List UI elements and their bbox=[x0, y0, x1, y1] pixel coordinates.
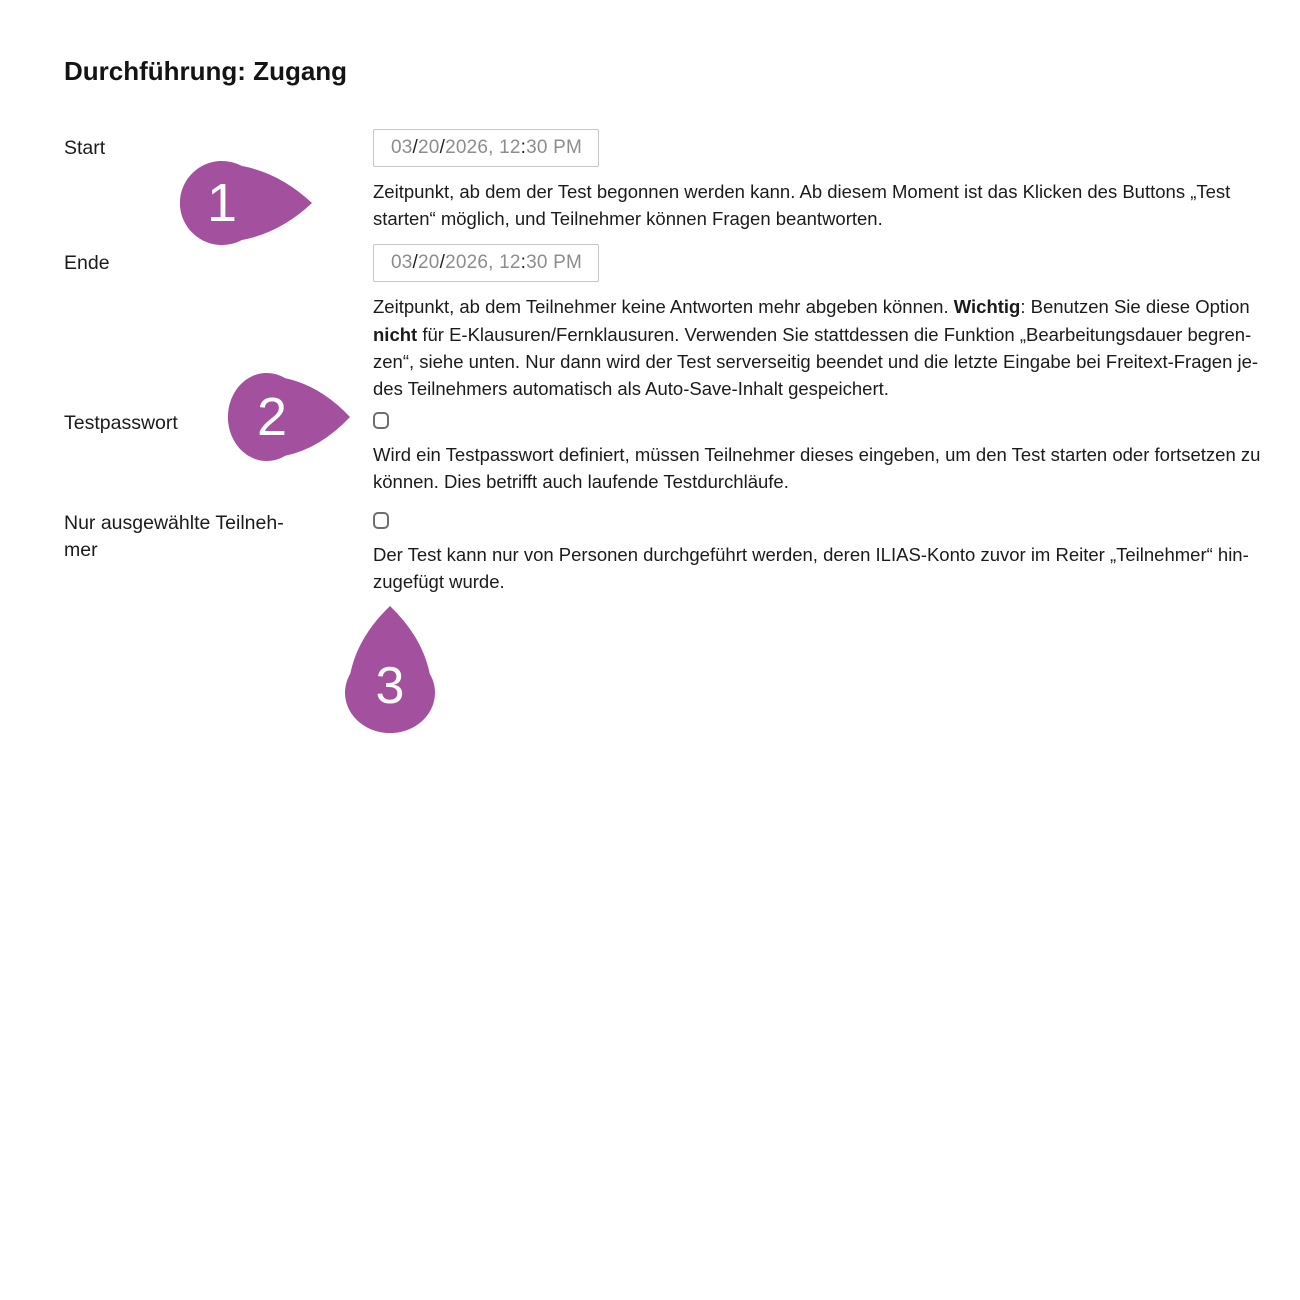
annotation-number: 2 bbox=[256, 387, 288, 447]
settings-page bbox=[0, 0, 1300, 595]
annotation-number: 3 bbox=[375, 657, 405, 715]
page-title: Durchführung: Zugang bbox=[64, 56, 348, 86]
start-label: Start bbox=[64, 137, 106, 159]
start-datetime-input[interactable]: 03 / 20 / 2026, 12 : 30 PM bbox=[373, 129, 599, 167]
testpasswort-control bbox=[373, 410, 1300, 495]
selected-participants-checkbox[interactable] bbox=[373, 512, 389, 529]
teardrop-right-icon bbox=[180, 161, 312, 245]
annotation-number: 1 bbox=[206, 173, 238, 233]
start-control bbox=[373, 129, 1300, 232]
teardrop-up-icon bbox=[345, 606, 435, 733]
testpasswort-description: Wird ein Testpasswort definiert, müssen Teilnehmer dieses eingeben, um den Test starten oder fortsetzen zu können. Dies betrifft auch laufende Testdurchläufe. bbox=[373, 444, 1261, 493]
selected-participants-label: Nur ausgewählte Teilneh- mer bbox=[64, 511, 284, 561]
annotation-marker-3 bbox=[345, 606, 435, 733]
start-description: Zeitpunkt, ab dem der Test begonnen werden kann. Ab diesem Moment ist das Klicken des Buttons „Test starten“ möglich, und Teilnehmer können Fragen beantworten. bbox=[373, 181, 1231, 230]
ende-control bbox=[373, 244, 1300, 402]
form-row-selected-participants bbox=[64, 510, 1300, 595]
annotation-marker-2 bbox=[228, 373, 350, 461]
selected-participants-description: Der Test kann nur von Personen durchgeführt werden, deren ILIAS-Konto zuvor im Reiter „Teilnehmer“ hin- zugefügt wurde. bbox=[373, 543, 1249, 592]
testpasswort-checkbox[interactable] bbox=[373, 412, 389, 429]
end-datetime-input[interactable]: 03 / 20 / 2026, 12 : 30 PM bbox=[373, 244, 599, 282]
annotation-marker-1 bbox=[180, 161, 312, 245]
teardrop-right-icon bbox=[228, 373, 350, 461]
ende-description: Zeitpunkt, ab dem Teilnehmer keine Antworten mehr abgeben können. Wichtig: Benutzen Sie diese Option nicht für E-Klausuren/Fernklausuren. Verwenden Sie stattdessen die Funktion „Bearbeitungsdauer begren- zen“, siehe unten. Nur dann wird der Test serverseitig beendet und die letzte Eingabe bei Freitext-Fragen je- des Teilnehmers automatisch als Auto-Save-Inhalt gespeichert. bbox=[373, 296, 1259, 400]
testpasswort-label: Testpasswort bbox=[64, 412, 178, 435]
ende-label: Ende bbox=[64, 252, 110, 275]
selected-participants-control bbox=[373, 510, 1300, 595]
